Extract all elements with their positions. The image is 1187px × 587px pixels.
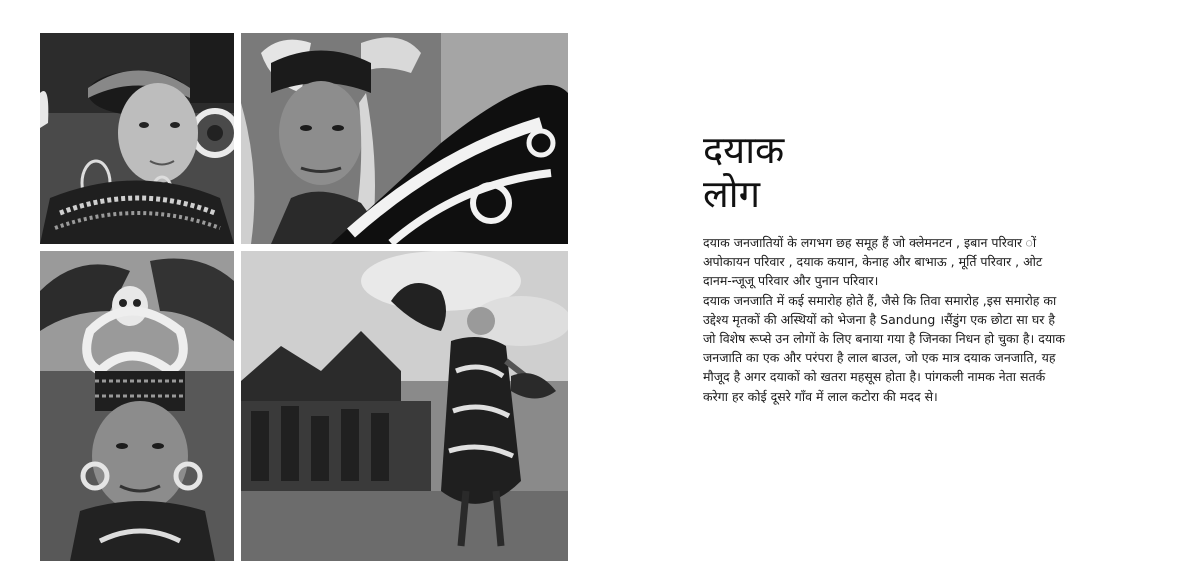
page-title xyxy=(703,128,903,216)
photo-elder-with-shield xyxy=(241,33,568,244)
paragraph-groups: दयाक जनजातियों के लगभग छह समूह हैं जो क्लेमनटन , इबान परिवार ों अपोकायन परिवार , दयाक कयान, केनाह और बाभाऊ , मूर्ति परिवार , ओट दानम-न्जूजू परिवार और पुनान परिवार। xyxy=(703,235,1043,289)
title-line-2: लोग xyxy=(703,172,761,216)
photo-dancers-ceremony xyxy=(241,251,568,561)
title-line-1: दयाक xyxy=(703,128,785,172)
body-text xyxy=(703,233,1071,406)
paragraph-ceremonies: दयाक जनजाति में कई समारोह होते हैं, जैसे कि तिवा समारोह ,इस समारोह का उद्देश्य मृतकों की अस्थियों को भेजना है Sandung ।सैंडुंग एक छोटा सा घर है जो विशेष रूप्से उन लोगों के लिए बनाया गया है जिनका निधन हो चुका है। दयाक जनजाति का एक और परंपरा है लाल बाउल, जो एक मात्र दयाक जनजाति, यह मौजूद है अगर दयाकों को खतरा महसूस होता है। पांगकली नामक नेता सतर्क करेगा हर कोई दूसरे गाँव में लाल कटोरा की मदद से। xyxy=(703,292,1065,404)
photo-girl-portrait xyxy=(40,33,234,244)
photo-headdress-elder xyxy=(40,251,234,561)
